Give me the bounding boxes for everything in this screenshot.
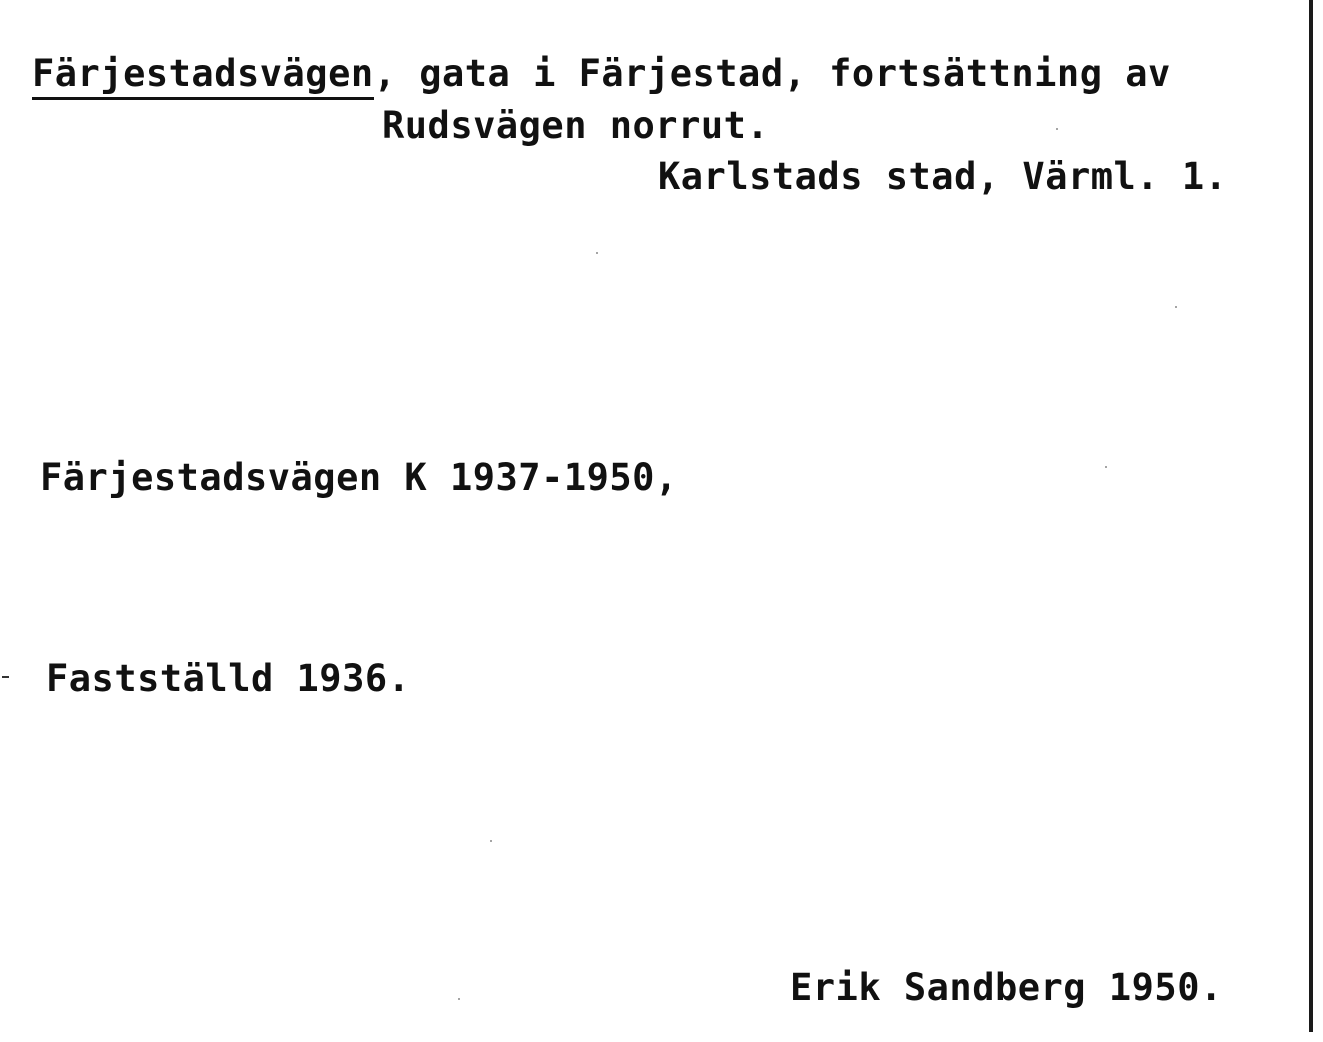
paper-speck [596, 252, 598, 254]
paper-speck [490, 840, 492, 842]
district-line: Karlstads stad, Värml. 1. [658, 155, 1228, 198]
heading-description: , gata i Färjestad, fortsättning av [373, 52, 1171, 95]
established-line: Fastställd 1936. [46, 657, 411, 700]
paper-speck [1105, 466, 1107, 468]
signature-line: Erik Sandberg 1950. [790, 966, 1223, 1009]
paper-speck [458, 998, 460, 1000]
card-edge-border [1309, 0, 1313, 1032]
heading-continuation: Rudsvägen norrut. [382, 104, 770, 147]
margin-mark [2, 676, 9, 678]
heading-line [32, 52, 1171, 96]
paper-speck [1056, 128, 1058, 130]
street-name-heading: Färjestadsvägen [32, 52, 374, 100]
map-reference-line: Färjestadsvägen K 1937-1950, [40, 456, 678, 499]
paper-speck [1175, 306, 1177, 308]
